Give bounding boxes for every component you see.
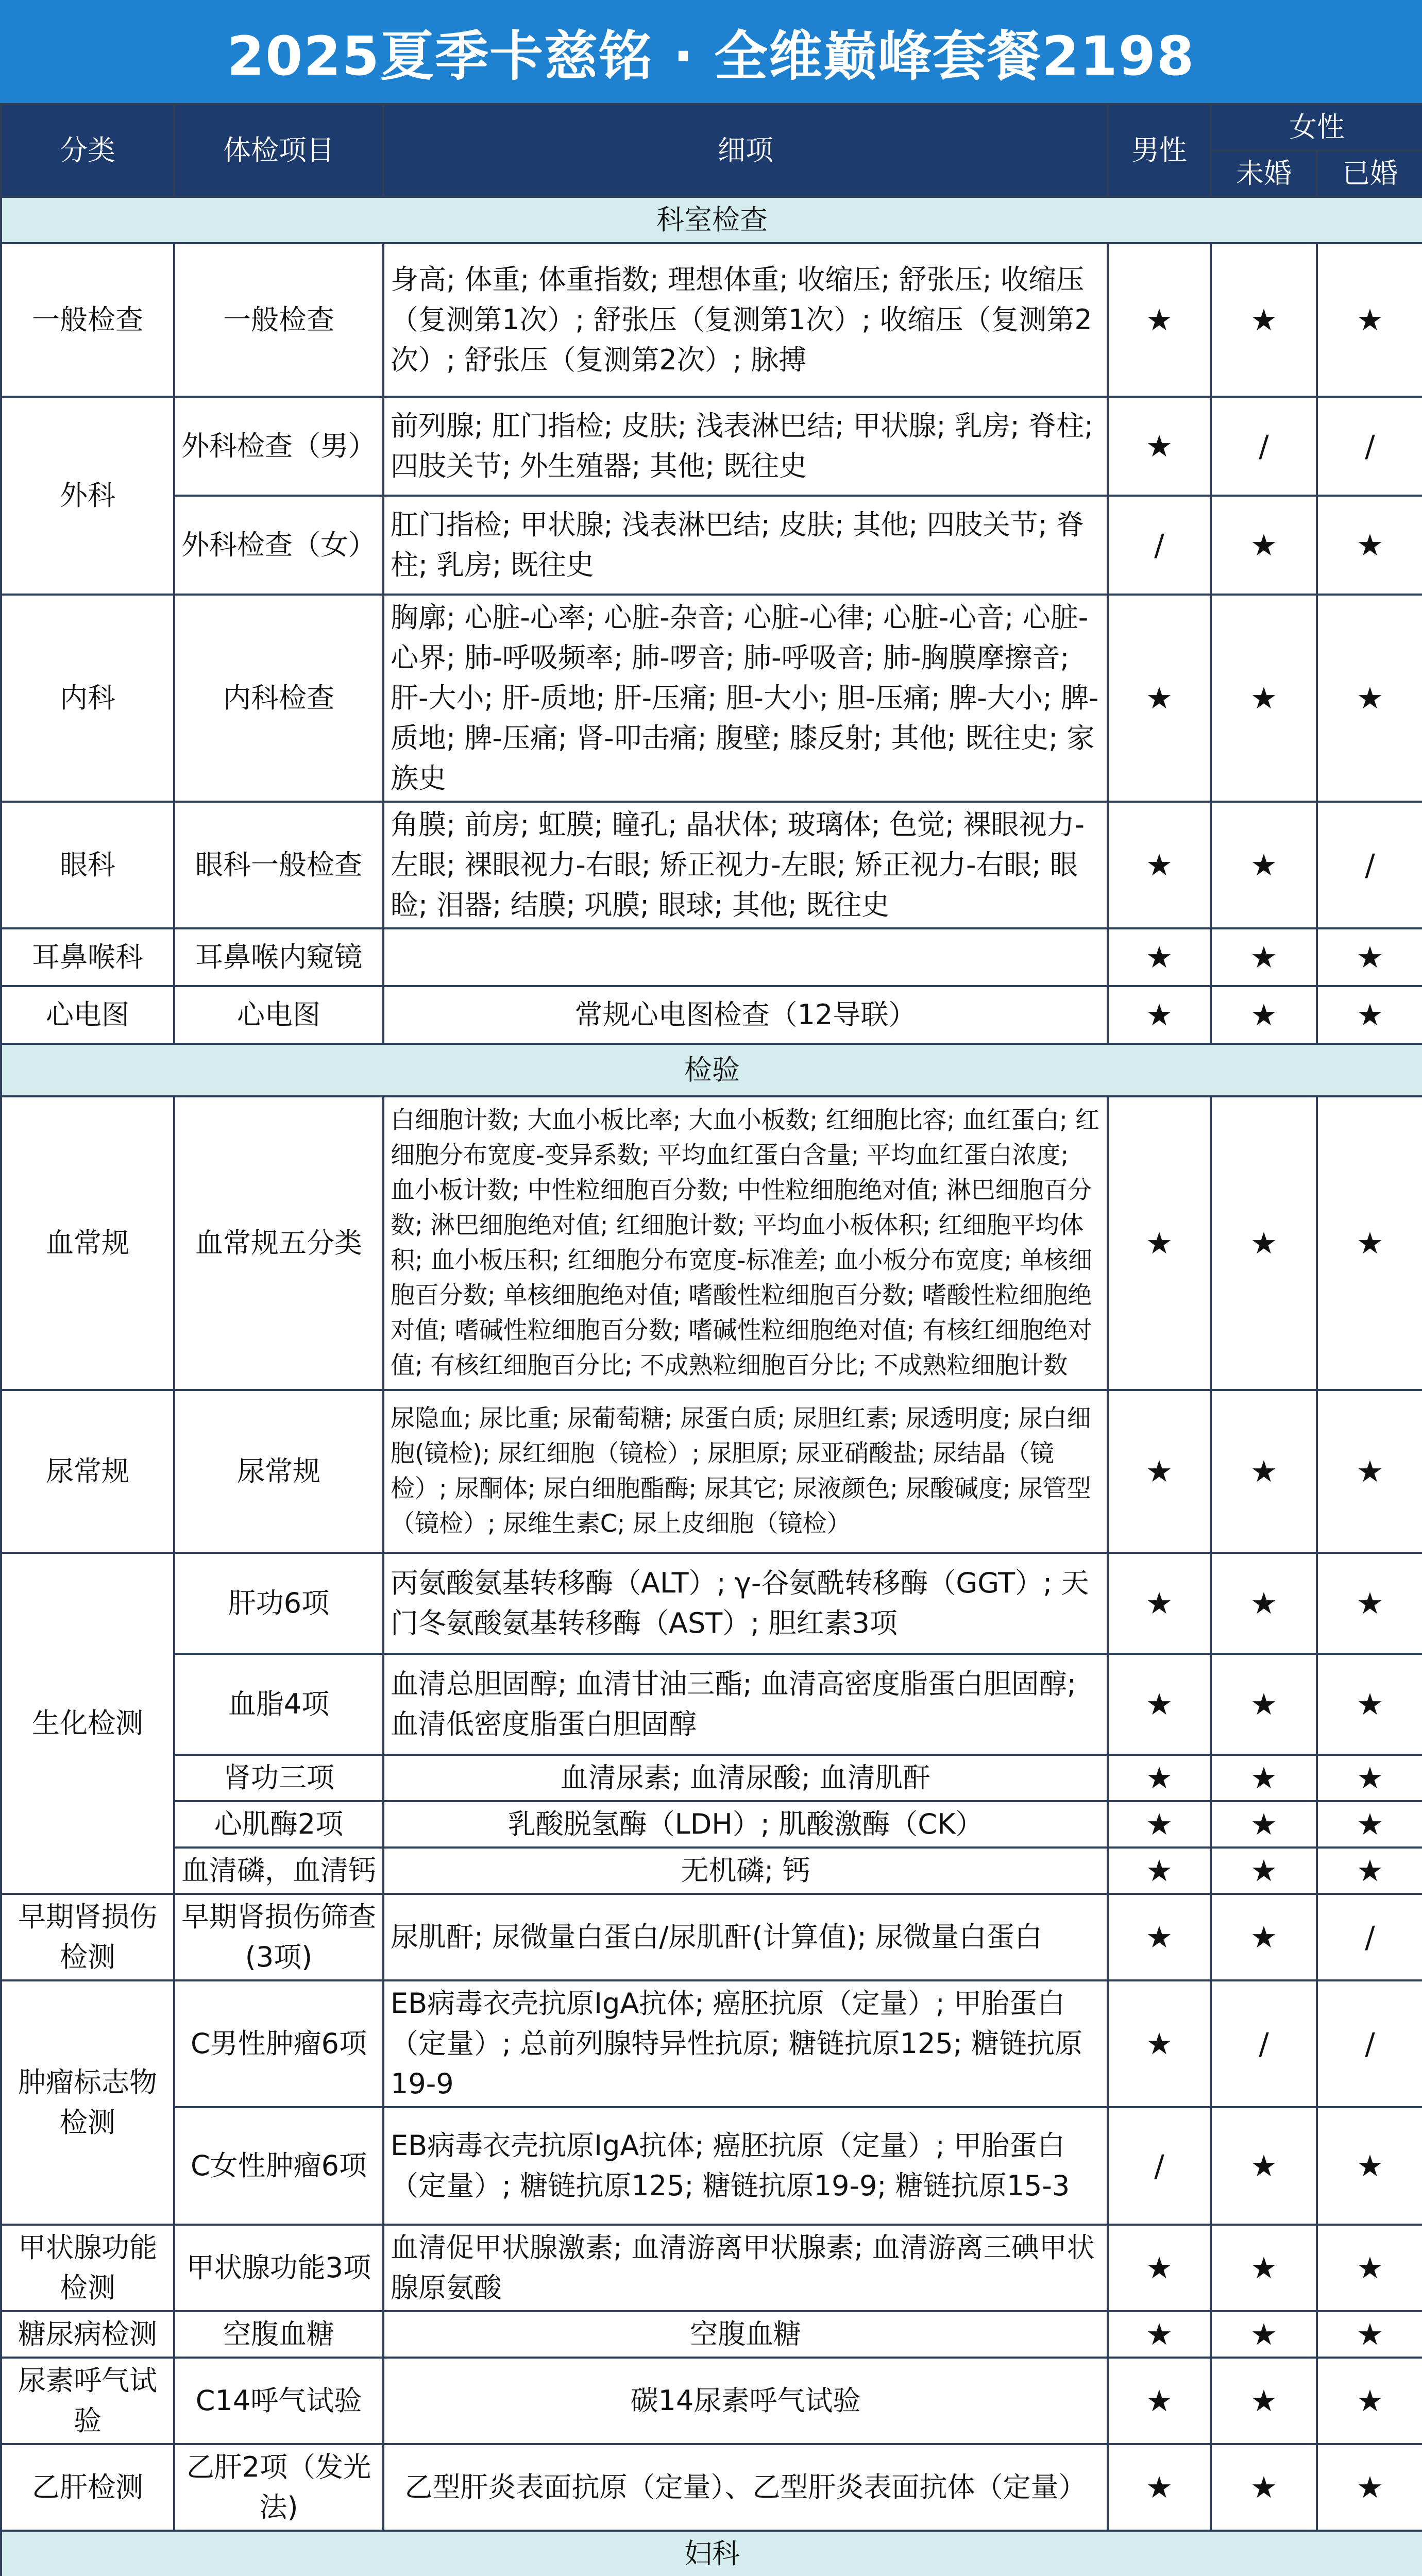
header-male: 男性: [1108, 104, 1211, 197]
male-mark: ★: [1108, 397, 1211, 496]
unmarried-mark: ★: [1211, 2311, 1317, 2358]
header-detail: 细项: [383, 104, 1108, 197]
detail-cell: 胸廓; 心脏-心率; 心脏-杂音; 心脏-心律; 心脏-心音; 心脏-心界; 肺-呼吸频率; 肺-啰音; 肺-呼吸音; 肺-胸膜摩擦音; 肝-大小; 肝-质地; 肝-压痛; 胆-大小; 胆-压痛; 脾-大小; 脾-质地; 脾-压痛; 肾-叩击痛; 腹壁; 膝反射; 其他; 既往史; 家族史: [383, 595, 1108, 802]
header-married: 已婚: [1317, 150, 1422, 197]
married-mark: ★: [1317, 986, 1422, 1044]
unmarried-mark: ★: [1211, 1801, 1317, 1848]
male-mark: ★: [1108, 1654, 1211, 1755]
unmarried-mark: ★: [1211, 243, 1317, 397]
unmarried-mark: ★: [1211, 2225, 1317, 2311]
header-category: 分类: [1, 104, 174, 197]
detail-cell: 空腹血糖: [383, 2311, 1108, 2358]
category-cell: 尿素呼气试验: [1, 2358, 174, 2444]
category-cell: 心电图: [1, 986, 174, 1044]
married-mark: ★: [1317, 1755, 1422, 1801]
unmarried-mark: ★: [1211, 1096, 1317, 1390]
married-mark: ★: [1317, 2358, 1422, 2444]
category-cell: 一般检查: [1, 243, 174, 397]
unmarried-mark: ★: [1211, 1654, 1317, 1755]
detail-cell: 血清总胆固醇; 血清甘油三酯; 血清高密度脂蛋白胆固醇; 血清低密度脂蛋白胆固醇: [383, 1654, 1108, 1755]
male-mark: ★: [1108, 928, 1211, 986]
category-cell: 内科: [1, 595, 174, 802]
item-cell: 耳鼻喉内窥镜: [174, 928, 383, 986]
section-title: 科室检查: [1, 197, 1422, 243]
male-mark: ★: [1108, 802, 1211, 928]
section-title: 妇科: [1, 2531, 1422, 2576]
married-mark: ★: [1317, 2311, 1422, 2358]
item-cell: 甲状腺功能3项: [174, 2225, 383, 2311]
male-mark: ★: [1108, 1980, 1211, 2107]
married-mark: ★: [1317, 1848, 1422, 1894]
item-cell: C男性肿瘤6项: [174, 1980, 383, 2107]
unmarried-mark: ★: [1211, 2444, 1317, 2531]
item-cell: C女性肿瘤6项: [174, 2107, 383, 2225]
detail-cell: 常规心电图检查（12导联）: [383, 986, 1108, 1044]
category-cell: 生化检测: [1, 1553, 174, 1894]
item-cell: 血常规五分类: [174, 1096, 383, 1390]
detail-cell: 碳14尿素呼气试验: [383, 2358, 1108, 2444]
married-mark: /: [1317, 802, 1422, 928]
male-mark: ★: [1108, 243, 1211, 397]
item-cell: 乙肝2项（发光法): [174, 2444, 383, 2531]
detail-cell: 血清尿素; 血清尿酸; 血清肌酐: [383, 1755, 1108, 1801]
male-mark: ★: [1108, 986, 1211, 1044]
item-cell: 血清磷，血清钙: [174, 1848, 383, 1894]
male-mark: ★: [1108, 1755, 1211, 1801]
category-cell: 尿常规: [1, 1390, 174, 1553]
married-mark: ★: [1317, 928, 1422, 986]
married-mark: ★: [1317, 2225, 1422, 2311]
detail-cell: EB病毒衣壳抗原IgA抗体; 癌胚抗原（定量）; 甲胎蛋白（定量）; 总前列腺特异性抗原; 糖链抗原125; 糖链抗原19-9: [383, 1980, 1108, 2107]
detail-cell: 乙型肝炎表面抗原（定量）、乙型肝炎表面抗体（定量）: [383, 2444, 1108, 2531]
male-mark: ★: [1108, 1848, 1211, 1894]
detail-cell: 白细胞计数; 大血小板比率; 大血小板数; 红细胞比容; 血红蛋白; 红细胞分布宽度-变异系数; 平均血红蛋白含量; 平均血红蛋白浓度; 血小板计数; 中性粒细胞百分数; 中性粒细胞绝对值; 淋巴细胞百分数; 淋巴细胞绝对值; 红细胞计数; 平均血小板体积; 红细胞平均体积; 血小板压积; 红细胞分布宽度-标准差; 血小板分布宽度; 单核细胞百分数; 单核细胞绝对值; 嗜酸性粒细胞百分数; 嗜酸性粒细胞绝对值; 嗜碱性粒细胞百分数; 嗜碱性粒细胞绝对值; 有核红细胞绝对值; 有核红细胞百分比; 不成熟粒细胞百分比; 不成熟粒细胞计数: [383, 1096, 1108, 1390]
detail-cell: 前列腺; 肛门指检; 皮肤; 浅表淋巴结; 甲状腺; 乳房; 脊柱; 四肢关节; 外生殖器; 其他; 既往史: [383, 397, 1108, 496]
item-cell: 外科检查（女）: [174, 496, 383, 595]
item-cell: 尿常规: [174, 1390, 383, 1553]
male-mark: /: [1108, 496, 1211, 595]
detail-cell: 身高; 体重; 体重指数; 理想体重; 收缩压; 舒张压; 收缩压（复测第1次）; 舒张压（复测第1次）; 收缩压（复测第2次）; 舒张压（复测第2次）; 脉搏: [383, 243, 1108, 397]
married-mark: /: [1317, 1980, 1422, 2107]
unmarried-mark: ★: [1211, 986, 1317, 1044]
header-unmarried: 未婚: [1211, 150, 1317, 197]
category-cell: 糖尿病检测: [1, 2311, 174, 2358]
item-cell: 眼科一般检查: [174, 802, 383, 928]
married-mark: /: [1317, 1894, 1422, 1980]
male-mark: ★: [1108, 2444, 1211, 2531]
male-mark: ★: [1108, 2358, 1211, 2444]
detail-cell: 无机磷; 钙: [383, 1848, 1108, 1894]
married-mark: ★: [1317, 1553, 1422, 1654]
item-cell: C14呼气试验: [174, 2358, 383, 2444]
item-cell: 血脂4项: [174, 1654, 383, 1755]
detail-cell: 乳酸脱氢酶（LDH）; 肌酸激酶（CK）: [383, 1801, 1108, 1848]
category-cell: 早期肾损伤检测: [1, 1894, 174, 1980]
male-mark: ★: [1108, 2225, 1211, 2311]
male-mark: ★: [1108, 595, 1211, 802]
detail-cell: 尿隐血; 尿比重; 尿葡萄糖; 尿蛋白质; 尿胆红素; 尿透明度; 尿白细胞(镜检); 尿红细胞（镜检）; 尿胆原; 尿亚硝酸盐; 尿结晶（镜检）; 尿酮体; 尿白细胞酯酶; 尿其它; 尿液颜色; 尿酸碱度; 尿管型（镜检）; 尿维生素C; 尿上皮细胞（镜检）: [383, 1390, 1108, 1553]
unmarried-mark: ★: [1211, 595, 1317, 802]
category-cell: 甲状腺功能检测: [1, 2225, 174, 2311]
unmarried-mark: ★: [1211, 802, 1317, 928]
married-mark: /: [1317, 397, 1422, 496]
unmarried-mark: ★: [1211, 2358, 1317, 2444]
detail-cell: 肛门指检; 甲状腺; 浅表淋巴结; 皮肤; 其他; 四肢关节; 脊柱; 乳房; 既往史: [383, 496, 1108, 595]
detail-cell: 丙氨酸氨基转移酶（ALT）; γ-谷氨酰转移酶（GGT）; 天门冬氨酸氨基转移酶（AST）; 胆红素3项: [383, 1553, 1108, 1654]
item-cell: 外科检查（男）: [174, 397, 383, 496]
unmarried-mark: ★: [1211, 1755, 1317, 1801]
married-mark: ★: [1317, 1096, 1422, 1390]
item-cell: 肾功三项: [174, 1755, 383, 1801]
unmarried-mark: ★: [1211, 1390, 1317, 1553]
item-cell: 早期肾损伤筛查(3项): [174, 1894, 383, 1980]
section-title: 检验: [1, 1044, 1422, 1096]
category-cell: 耳鼻喉科: [1, 928, 174, 986]
detail-cell: [383, 928, 1108, 986]
male-mark: ★: [1108, 1390, 1211, 1553]
header-item: 体检项目: [174, 104, 383, 197]
married-mark: ★: [1317, 595, 1422, 802]
detail-cell: 尿肌酐; 尿微量白蛋白/尿肌酐(计算值); 尿微量白蛋白: [383, 1894, 1108, 1980]
item-cell: 心肌酶2项: [174, 1801, 383, 1848]
detail-cell: EB病毒衣壳抗原IgA抗体; 癌胚抗原（定量）; 甲胎蛋白（定量）; 糖链抗原125; 糖链抗原19-9; 糖链抗原15-3: [383, 2107, 1108, 2225]
item-cell: 一般检查: [174, 243, 383, 397]
unmarried-mark: ★: [1211, 1848, 1317, 1894]
item-cell: 空腹血糖: [174, 2311, 383, 2358]
unmarried-mark: ★: [1211, 928, 1317, 986]
married-mark: ★: [1317, 1390, 1422, 1553]
male-mark: ★: [1108, 1553, 1211, 1654]
item-cell: 心电图: [174, 986, 383, 1044]
male-mark: ★: [1108, 1096, 1211, 1390]
male-mark: ★: [1108, 1894, 1211, 1980]
unmarried-mark: ★: [1211, 496, 1317, 595]
category-cell: 血常规: [1, 1096, 174, 1390]
unmarried-mark: /: [1211, 397, 1317, 496]
detail-cell: 角膜; 前房; 虹膜; 瞳孔; 晶状体; 玻璃体; 色觉; 裸眼视力-左眼; 裸眼视力-右眼; 矫正视力-左眼; 矫正视力-右眼; 眼睑; 泪器; 结膜; 巩膜; 眼球; 其他; 既往史: [383, 802, 1108, 928]
married-mark: ★: [1317, 496, 1422, 595]
page-title: 2025夏季卡慈铭 · 全维巅峰套餐2198: [0, 0, 1422, 103]
detail-cell: 血清促甲状腺激素; 血清游离甲状腺素; 血清游离三碘甲状腺原氨酸: [383, 2225, 1108, 2311]
male-mark: ★: [1108, 1801, 1211, 1848]
unmarried-mark: ★: [1211, 1894, 1317, 1980]
married-mark: ★: [1317, 1654, 1422, 1755]
married-mark: ★: [1317, 2444, 1422, 2531]
unmarried-mark: ★: [1211, 1553, 1317, 1654]
married-mark: ★: [1317, 243, 1422, 397]
married-mark: ★: [1317, 1801, 1422, 1848]
category-cell: 眼科: [1, 802, 174, 928]
category-cell: 外科: [1, 397, 174, 595]
package-table: [0, 103, 1422, 2576]
category-cell: 肿瘤标志物检测: [1, 1980, 174, 2225]
unmarried-mark: ★: [1211, 2107, 1317, 2225]
unmarried-mark: /: [1211, 1980, 1317, 2107]
header-female: 女性: [1211, 104, 1422, 150]
male-mark: /: [1108, 2107, 1211, 2225]
category-cell: 乙肝检测: [1, 2444, 174, 2531]
married-mark: ★: [1317, 2107, 1422, 2225]
item-cell: 肝功6项: [174, 1553, 383, 1654]
item-cell: 内科检查: [174, 595, 383, 802]
male-mark: ★: [1108, 2311, 1211, 2358]
